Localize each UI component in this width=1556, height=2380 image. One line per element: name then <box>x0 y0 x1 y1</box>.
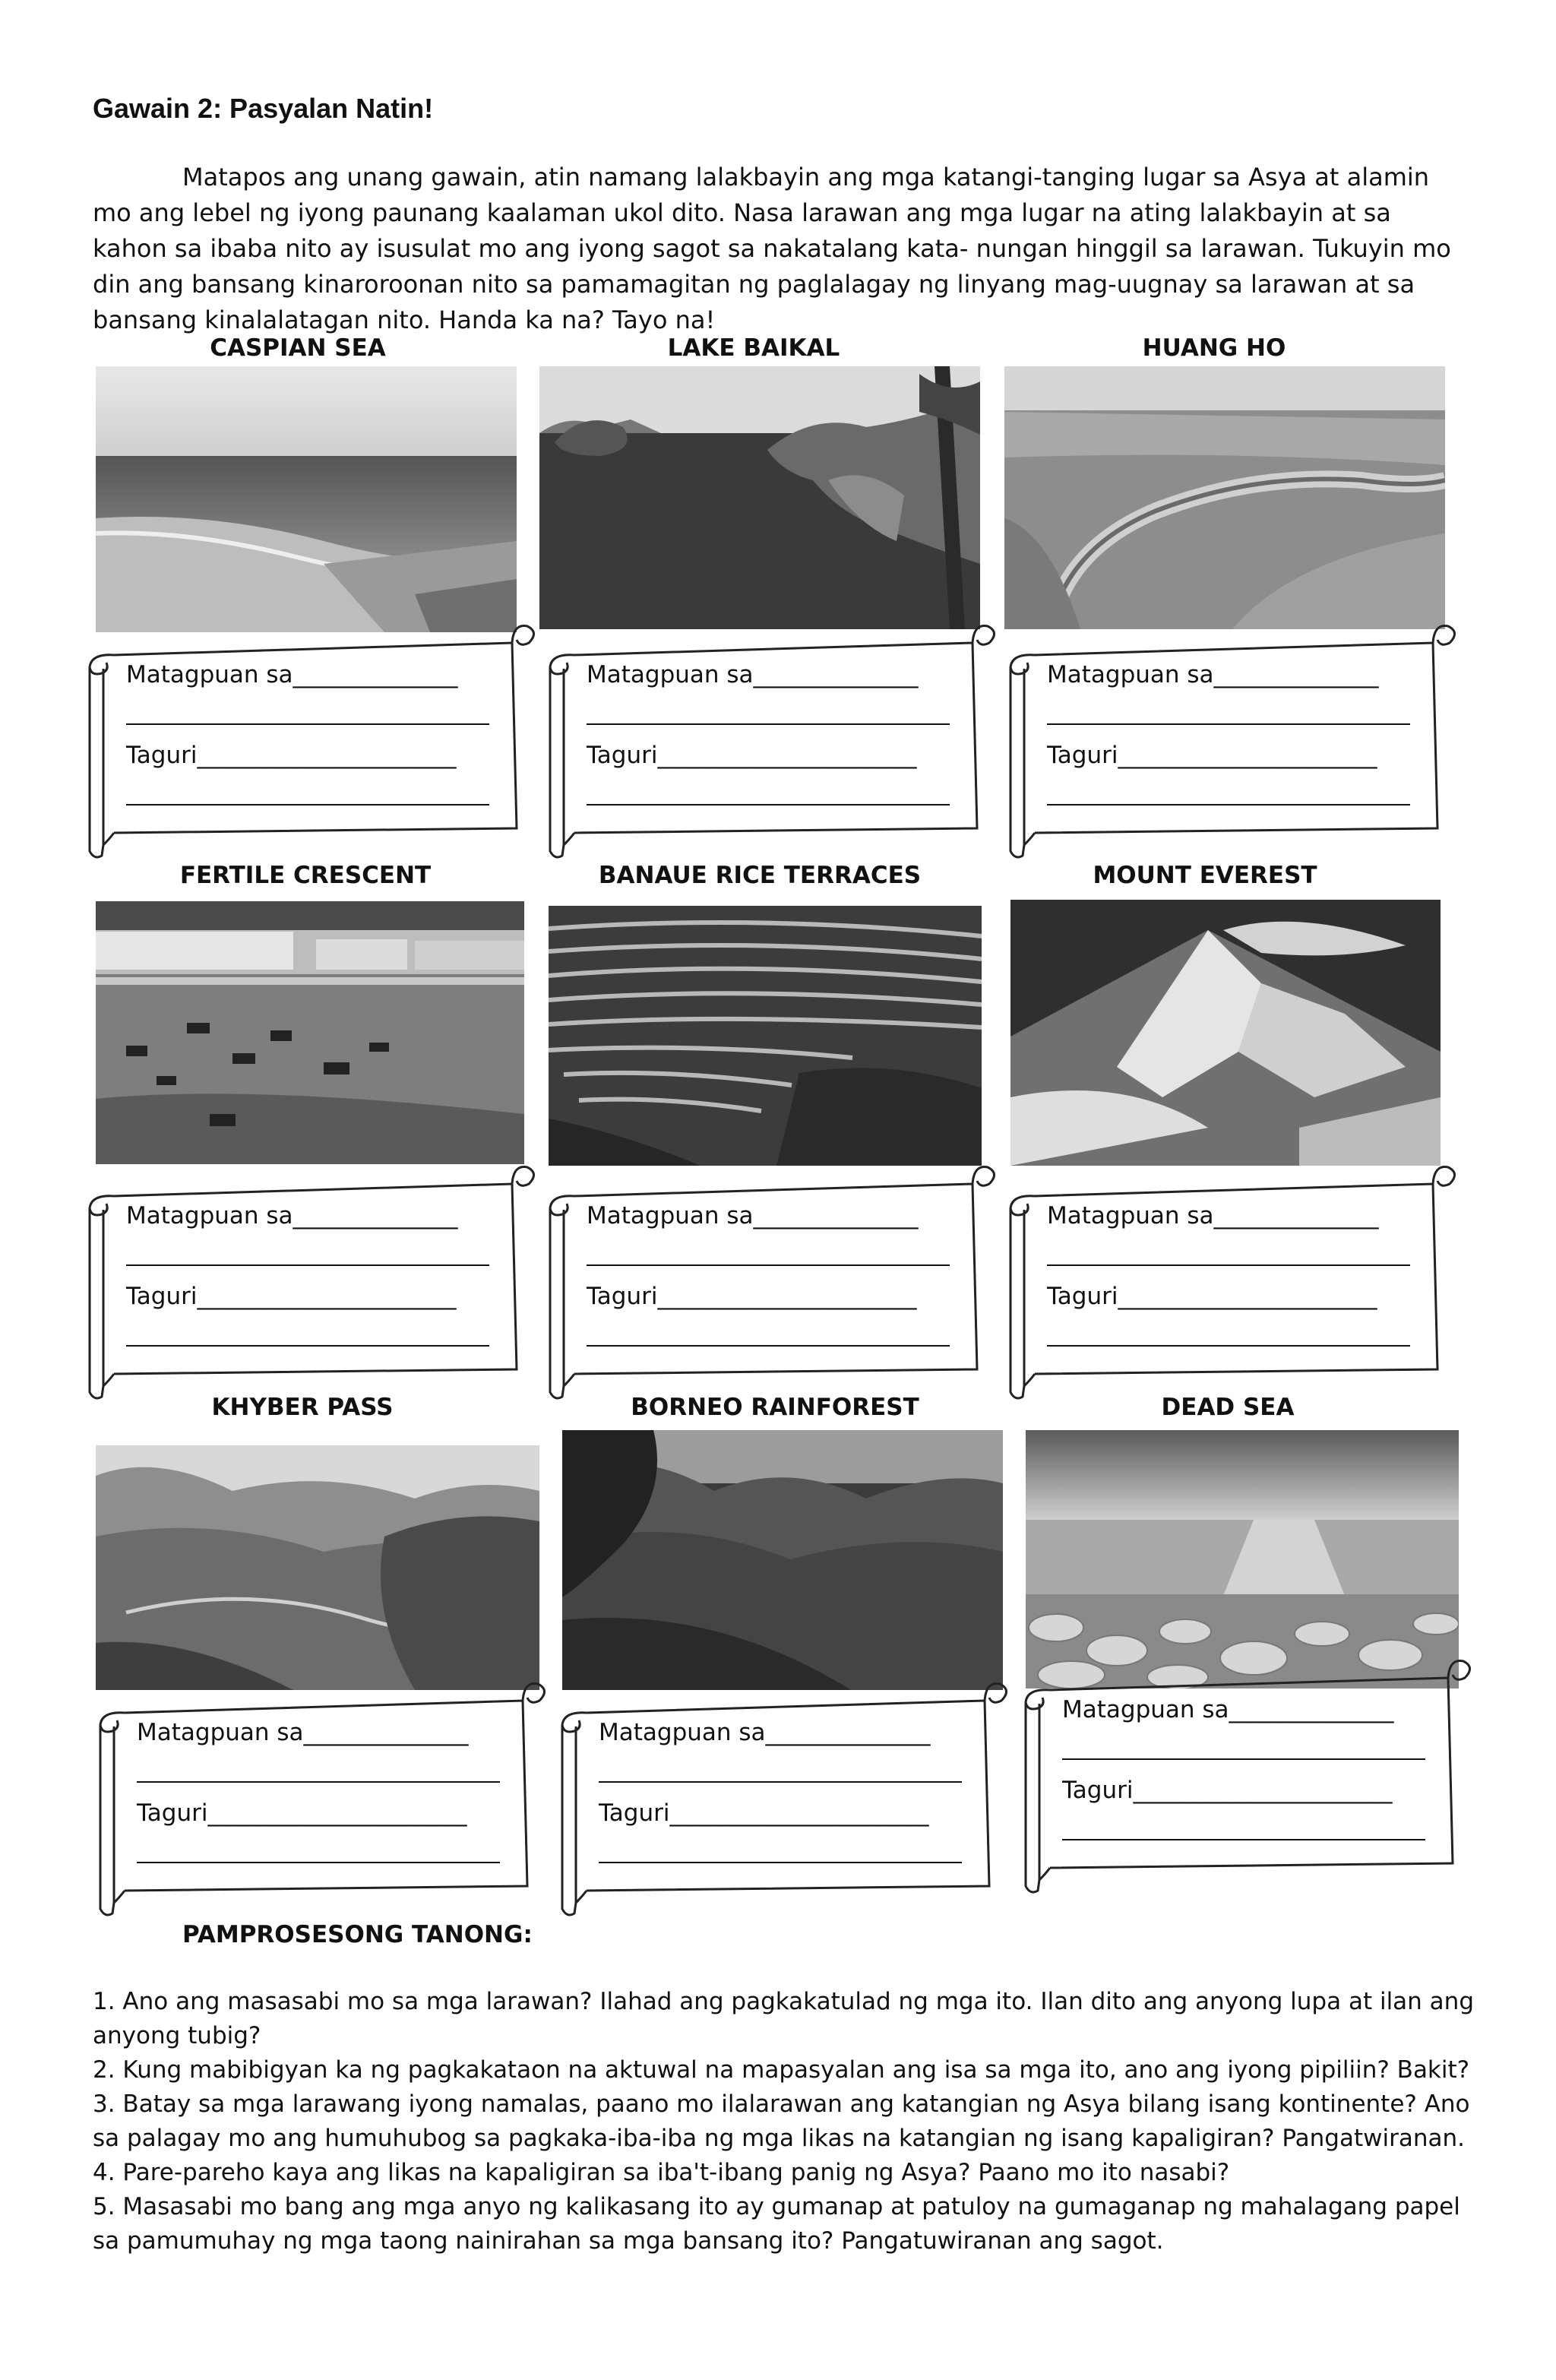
question-item: 3. Batay sa mga larawang iyong namalas, paano mo ilalarawan ang katangian ng Asya bilang isang kontinente? Ano sa palagay mo ang humuhubog sa pagkaka-iba-iba ng mga likas na katangian ng isang kapaligiran? Pangatwiranan. <box>93 2090 1470 2152</box>
huang-ho-photo <box>1004 366 1445 629</box>
nickname-answer-line[interactable] <box>599 1862 962 1863</box>
place-label-caspian-sea: CASPIAN SEA <box>210 334 386 362</box>
location-field-label: Matagpuan sa <box>137 1719 304 1746</box>
nickname-field-label: Taguri <box>126 742 198 769</box>
dead-sea-photo <box>1026 1430 1459 1688</box>
nickname-answer-line[interactable] <box>126 804 489 805</box>
location-answer-line[interactable] <box>1047 723 1410 725</box>
answer-scroll: Matagpuan sa______________ Taguri______________________ <box>539 623 995 859</box>
place-label-huang-ho: HUANG HO <box>1142 334 1286 362</box>
location-field-label: Matagpuan sa <box>587 1202 754 1230</box>
place-label-dead-sea: DEAD SEA <box>1161 1394 1295 1421</box>
nickname-answer-line[interactable] <box>126 1345 489 1347</box>
place-label-lake-baikal: LAKE BAIKAL <box>667 334 840 362</box>
location-field-label: Matagpuan sa <box>599 1719 766 1746</box>
place-label-fertile-crescent: FERTILE CRESCENT <box>179 862 432 889</box>
answer-scroll: Matagpuan sa______________ Taguri______________________ <box>1000 623 1456 859</box>
location-answer-line[interactable] <box>126 1264 489 1266</box>
location-field-label: Matagpuan sa <box>1047 1202 1214 1230</box>
answer-scroll: Matagpuan sa______________ Taguri______________________ <box>1000 1164 1456 1400</box>
location-field-label: Matagpuan sa <box>1062 1696 1229 1723</box>
answer-scroll: Matagpuan sa______________ Taguri______________________ <box>1015 1658 1471 1894</box>
answer-scroll: Matagpuan sa______________ Taguri______________________ <box>552 1681 1007 1916</box>
questions-list <box>93 1985 1475 2258</box>
place-label-borneo-rainforest: BORNEO RAINFOREST <box>631 1394 919 1421</box>
nickname-answer-line[interactable] <box>587 1345 950 1347</box>
place-label-banaue-rice-terraces: BANAUE RICE TERRACES <box>598 862 922 889</box>
location-field-label: Matagpuan sa <box>126 661 293 688</box>
question-item: 5. Masasabi mo bang ang mga anyo ng kalikasang ito ay gumanap at patuloy na gumaganap ng mahalagang papel sa pamumuhay ng mga taong nainirahan sa mga bansang ito? Pangatuwiranan ang sagot. <box>93 2193 1460 2255</box>
location-answer-line[interactable] <box>126 723 489 725</box>
nickname-answer-line[interactable] <box>1047 804 1410 805</box>
nickname-field-label: Taguri <box>1047 1283 1118 1310</box>
nickname-field-label: Taguri <box>587 1283 658 1310</box>
intro-paragraph <box>93 160 1468 338</box>
nickname-field-label: Taguri <box>1062 1777 1134 1804</box>
location-answer-line[interactable] <box>587 723 950 725</box>
banaue-rice-terraces-photo <box>549 906 982 1166</box>
answer-scroll: Matagpuan sa______________ Taguri______________________ <box>79 623 535 859</box>
worksheet-title: Gawain 2: Pasyalan Natin! <box>93 93 434 124</box>
borneo-rainforest-photo <box>562 1430 1003 1690</box>
nickname-field-label: Taguri <box>137 1799 208 1827</box>
answer-scroll: Matagpuan sa______________ Taguri______________________ <box>90 1681 546 1916</box>
place-label-mount-everest: MOUNT EVEREST <box>1093 862 1317 889</box>
mount-everest-photo <box>1010 900 1441 1166</box>
nickname-answer-line[interactable] <box>587 804 950 805</box>
location-field-label: Matagpuan sa <box>587 661 754 688</box>
nickname-answer-line[interactable] <box>137 1862 500 1863</box>
place-label-khyber-pass: KHYBER PASS <box>211 1394 394 1421</box>
answer-scroll: Matagpuan sa______________ Taguri______________________ <box>539 1164 995 1400</box>
location-answer-line[interactable] <box>587 1264 950 1266</box>
caspian-sea-photo <box>96 366 517 632</box>
intro-text: Matapos ang unang gawain, atin namang lalakbayin ang mga katangi-tanging lugar sa Asya at alamin mo ang lebel ng iyong paunang kaalaman ukol dito. Nasa larawan ang mga lugar na ating lalakbayin at sa kahon sa ibaba nito ay isusulat mo ang iyong sagot sa nakatalang kata- nungan hinggil sa larawan. Tukuyin mo din ang bansang kinaroroonan nito sa pamamagitan ng paglalagay ng linyang mag-uugnay sa larawan at sa bansang kinalalatagan nito. Handa ka na? Tayo na! <box>93 163 1451 334</box>
fertile-crescent-photo <box>96 901 524 1164</box>
nickname-field-label: Taguri <box>587 742 658 769</box>
location-answer-line[interactable] <box>1062 1758 1425 1760</box>
question-item: 1. Ano ang masasabi mo sa mga larawan? Ilahad ang pagkakatulad ng mga ito. Ilan dito ang anyong lupa at ilan ang anyong tubig? <box>93 1988 1474 2049</box>
nickname-field-label: Taguri <box>599 1799 670 1827</box>
questions-heading: PAMPROSESONG TANONG: <box>182 1921 533 1948</box>
location-answer-line[interactable] <box>137 1781 500 1783</box>
location-field-label: Matagpuan sa <box>1047 661 1214 688</box>
location-field-label: Matagpuan sa <box>126 1202 293 1230</box>
nickname-answer-line[interactable] <box>1062 1839 1425 1840</box>
nickname-field-label: Taguri <box>1047 742 1118 769</box>
question-item: 2. Kung mabibigyan ka ng pagkakataon na aktuwal na mapasyalan ang isa sa mga ito, ano ang iyong pipiliin? Bakit? <box>93 2056 1470 2084</box>
lake-baikal-photo <box>539 366 980 629</box>
nickname-field-label: Taguri <box>126 1283 198 1310</box>
location-answer-line[interactable] <box>1047 1264 1410 1266</box>
answer-scroll: Matagpuan sa______________ Taguri______________________ <box>79 1164 535 1400</box>
question-item: 4. Pare-pareho kaya ang likas na kapaligiran sa iba't-ibang panig ng Asya? Paano mo ito nasabi? <box>93 2159 1230 2186</box>
nickname-answer-line[interactable] <box>1047 1345 1410 1347</box>
location-answer-line[interactable] <box>599 1781 962 1783</box>
khyber-pass-photo <box>96 1445 539 1690</box>
